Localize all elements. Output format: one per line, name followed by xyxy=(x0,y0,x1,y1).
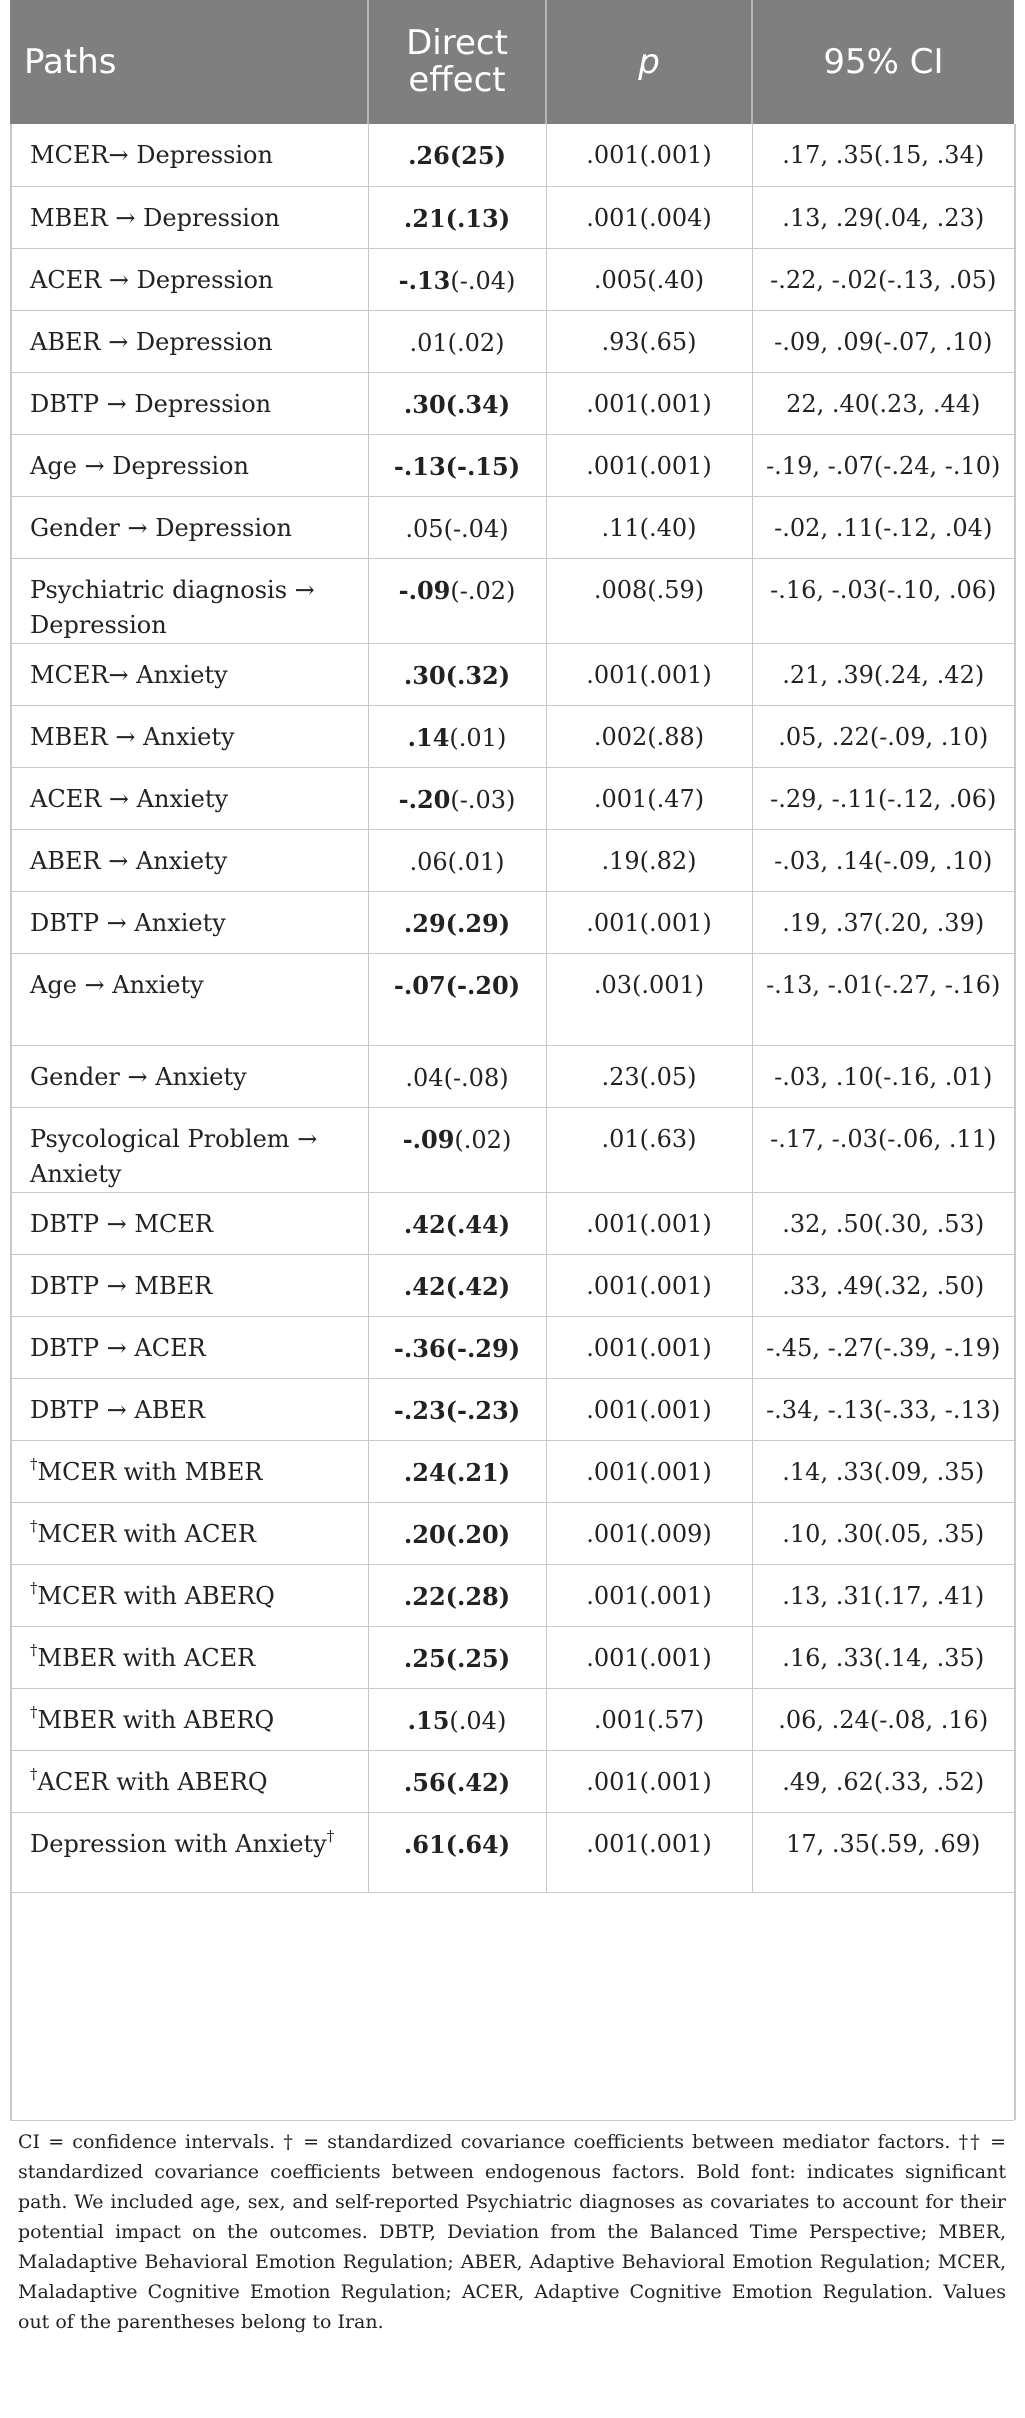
path-cell xyxy=(10,1502,368,1564)
effect-significant: -.13 xyxy=(398,265,451,295)
ci-cell: .13, .29(.04, .23) xyxy=(752,186,1014,248)
p-value-cell: .11(.40) xyxy=(546,496,752,558)
ci-cell: -.16, -.03(-.10, .06) xyxy=(752,558,1014,643)
table-row xyxy=(10,1378,1014,1440)
ci-cell: .49, .62(.33, .52) xyxy=(752,1750,1014,1812)
table-row xyxy=(10,434,1014,496)
table-row xyxy=(10,558,1014,643)
header-p: p xyxy=(546,0,752,124)
path-label: MCER with MBER xyxy=(37,1457,263,1486)
p-value-cell: .001(.57) xyxy=(546,1688,752,1750)
effect-significant: .14 xyxy=(407,722,450,752)
direct-effect-cell xyxy=(368,496,546,558)
path-label: MBER with ACER xyxy=(37,1643,256,1672)
effect-regular: (-.03) xyxy=(450,785,516,814)
table-row xyxy=(10,1564,1014,1626)
path-cell xyxy=(10,1316,368,1378)
direct-effect-cell xyxy=(368,705,546,767)
table-row xyxy=(10,1502,1014,1564)
footnote-text: CI = confidence intervals. † = standardized covariance coefficients between mediator factors. †† = standardized covariance coefficients between endogenous factors. Bold font: indicates significant path. We included age, sex, and self-reported Psychiatric diagnoses as covariates to account for their potential impact on the outcomes. DBTP, Deviation from the Balanced Time Perspective; MBER, Maladaptive Behavioral Emotion Regulation; ABER, Adaptive Behavioral Emotion Regulation; MCER, Maladaptive Cognitive Emotion Regulation; ACER, Adaptive Cognitive Emotion Regulation. Values out of the parentheses belong to Iran. xyxy=(18,2131,1006,2333)
path-label: ACER → Anxiety xyxy=(30,784,229,813)
ci-cell: .33, .49(.32, .50) xyxy=(752,1254,1014,1316)
p-value-cell: .001(.001) xyxy=(546,891,752,953)
ci-cell: .21, .39(.24, .42) xyxy=(752,643,1014,705)
path-cell xyxy=(10,186,368,248)
path-cell xyxy=(10,434,368,496)
path-cell xyxy=(10,496,368,558)
path-cell xyxy=(10,124,368,186)
direct-effect-cell xyxy=(368,1750,546,1812)
ci-cell: .32, .50(.30, .53) xyxy=(752,1192,1014,1254)
path-label: Gender → Anxiety xyxy=(30,1062,247,1091)
effect-significant: -.23(-.23) xyxy=(393,1395,521,1425)
path-cell xyxy=(10,1750,368,1812)
p-value-cell: .001(.009) xyxy=(546,1502,752,1564)
p-value-cell: .19(.82) xyxy=(546,829,752,891)
ci-cell: 17, .35(.59, .69) xyxy=(752,1812,1014,1892)
path-label: MCER with ACER xyxy=(37,1519,256,1548)
path-label: Psycological Problem → Anxiety xyxy=(30,1124,318,1188)
direct-effect-cell xyxy=(368,248,546,310)
path-label: ABER → Depression xyxy=(30,327,273,356)
ci-cell: -.02, .11(-.12, .04) xyxy=(752,496,1014,558)
effect-regular: .06(.01) xyxy=(409,847,505,876)
path-label: DBTP → Anxiety xyxy=(30,908,226,937)
ci-cell: .05, .22(-.09, .10) xyxy=(752,705,1014,767)
path-cell xyxy=(10,1564,368,1626)
path-cell xyxy=(10,643,368,705)
dagger-mark: † xyxy=(30,1516,38,1535)
direct-effect-cell xyxy=(368,434,546,496)
ci-cell: 22, .40(.23, .44) xyxy=(752,372,1014,434)
p-value-cell: .001(.001) xyxy=(546,1192,752,1254)
table-row xyxy=(10,1192,1014,1254)
path-label: ACER → Depression xyxy=(30,265,274,294)
table-row xyxy=(10,186,1014,248)
dagger-mark: † xyxy=(30,1640,38,1659)
direct-effect-cell xyxy=(368,1192,546,1254)
p-value-cell: .93(.65) xyxy=(546,310,752,372)
ci-cell: .10, .30(.05, .35) xyxy=(752,1502,1014,1564)
effect-significant: -.13(-.15) xyxy=(393,451,521,481)
path-cell xyxy=(10,310,368,372)
path-label: DBTP → ABER xyxy=(30,1395,205,1424)
direct-effect-cell xyxy=(368,1564,546,1626)
table-header-row xyxy=(10,0,1014,124)
effect-significant: .56(.42) xyxy=(403,1767,511,1797)
effect-significant: .20(.20) xyxy=(403,1519,511,1549)
path-label: Depression with Anxiety xyxy=(30,1829,327,1858)
dagger-mark: † xyxy=(30,1578,38,1597)
effect-regular: (.02) xyxy=(454,1125,512,1154)
path-cell xyxy=(10,705,368,767)
p-value-cell: .008(.59) xyxy=(546,558,752,643)
path-label: MCER→ Anxiety xyxy=(30,660,228,689)
p-value-cell: .001(.001) xyxy=(546,1440,752,1502)
direct-effect-cell xyxy=(368,891,546,953)
table-right-border xyxy=(1014,124,1016,2120)
path-cell xyxy=(10,558,368,643)
ci-cell: .06, .24(-.08, .16) xyxy=(752,1688,1014,1750)
path-cell xyxy=(10,829,368,891)
table-row xyxy=(10,1440,1014,1502)
path-label: DBTP → MBER xyxy=(30,1271,213,1300)
table-row xyxy=(10,953,1014,1045)
direct-effect-cell xyxy=(368,558,546,643)
path-label: DBTP → Depression xyxy=(30,389,272,418)
dagger-mark: † xyxy=(30,1702,38,1721)
table-row xyxy=(10,829,1014,891)
effect-regular: (.04) xyxy=(449,1706,507,1735)
effect-regular: .05(-.04) xyxy=(405,514,509,543)
header-paths: Paths xyxy=(10,0,368,124)
ci-cell: -.19, -.07(-.24, -.10) xyxy=(752,434,1014,496)
path-cell xyxy=(10,1626,368,1688)
direct-effect-cell xyxy=(368,1626,546,1688)
table-body xyxy=(10,124,1014,1892)
p-value-cell: .01(.63) xyxy=(546,1107,752,1192)
path-label: Psychiatric diagnosis → Depression xyxy=(30,575,315,639)
direct-effect-cell xyxy=(368,1688,546,1750)
direct-effect-cell xyxy=(368,643,546,705)
ci-cell: -.09, .09(-.07, .10) xyxy=(752,310,1014,372)
ci-cell: -.45, -.27(-.39, -.19) xyxy=(752,1316,1014,1378)
table-left-border xyxy=(10,124,12,2120)
path-cell xyxy=(10,1045,368,1107)
path-label: DBTP → MCER xyxy=(30,1209,213,1238)
path-label: MBER with ABERQ xyxy=(37,1705,275,1734)
p-value-cell: .001(.001) xyxy=(546,1254,752,1316)
effect-significant: .25(.25) xyxy=(403,1643,511,1673)
path-cell xyxy=(10,953,368,1045)
ci-cell: -.34, -.13(-.33, -.13) xyxy=(752,1378,1014,1440)
effect-significant: .15 xyxy=(407,1705,450,1735)
dagger-mark: † xyxy=(30,1764,38,1783)
direct-effect-cell xyxy=(368,829,546,891)
direct-effect-cell xyxy=(368,1107,546,1192)
path-cell xyxy=(10,1440,368,1502)
path-cell xyxy=(10,1378,368,1440)
effect-regular: .04(-.08) xyxy=(405,1063,509,1092)
direct-effect-cell xyxy=(368,767,546,829)
table-row xyxy=(10,1107,1014,1192)
effect-regular: (.01) xyxy=(449,723,507,752)
direct-effect-cell xyxy=(368,1316,546,1378)
path-label: MBER → Anxiety xyxy=(30,722,235,751)
ci-cell: .14, .33(.09, .35) xyxy=(752,1440,1014,1502)
path-label: Age → Depression xyxy=(30,451,249,480)
effect-significant: .22(.28) xyxy=(403,1581,511,1611)
results-table xyxy=(10,0,1014,1893)
table-row xyxy=(10,705,1014,767)
p-value-cell: .002(.88) xyxy=(546,705,752,767)
p-value-cell: .005(.40) xyxy=(546,248,752,310)
effect-significant: -.07(-.20) xyxy=(393,970,521,1000)
direct-effect-cell xyxy=(368,1254,546,1316)
effect-significant: .24(.21) xyxy=(403,1457,511,1487)
path-label: MBER → Depression xyxy=(30,203,280,232)
table-row xyxy=(10,1316,1014,1378)
p-value-cell: .001(.001) xyxy=(546,1316,752,1378)
dagger-mark: † xyxy=(30,1454,38,1473)
direct-effect-cell xyxy=(368,1378,546,1440)
path-label: Age → Anxiety xyxy=(30,970,204,999)
direct-effect-cell xyxy=(368,124,546,186)
effect-regular: (-.02) xyxy=(450,576,516,605)
effect-significant: .30(.34) xyxy=(403,389,511,419)
results-table-container xyxy=(10,0,1014,1893)
table-row xyxy=(10,1254,1014,1316)
path-cell xyxy=(10,248,368,310)
table-row xyxy=(10,767,1014,829)
table-footnote xyxy=(10,2120,1014,2337)
p-value-cell: .001(.47) xyxy=(546,767,752,829)
ci-cell: -.22, -.02(-.13, .05) xyxy=(752,248,1014,310)
p-value-cell: .001(.004) xyxy=(546,186,752,248)
p-value-cell: .001(.001) xyxy=(546,372,752,434)
effect-significant: -.36(-.29) xyxy=(393,1333,521,1363)
ci-cell: .19, .37(.20, .39) xyxy=(752,891,1014,953)
path-cell xyxy=(10,1254,368,1316)
path-cell xyxy=(10,891,368,953)
table-row xyxy=(10,1045,1014,1107)
table-row xyxy=(10,1688,1014,1750)
effect-significant: .42(.44) xyxy=(403,1209,511,1239)
path-label: DBTP → ACER xyxy=(30,1333,206,1362)
direct-effect-cell xyxy=(368,1812,546,1892)
ci-cell: .13, .31(.17, .41) xyxy=(752,1564,1014,1626)
path-cell xyxy=(10,1688,368,1750)
direct-effect-cell xyxy=(368,1502,546,1564)
direct-effect-cell xyxy=(368,372,546,434)
p-value-cell: .001(.001) xyxy=(546,1812,752,1892)
path-cell xyxy=(10,767,368,829)
effect-regular: .01(.02) xyxy=(409,328,505,357)
header-ci: 95% CI xyxy=(752,0,1014,124)
direct-effect-cell xyxy=(368,953,546,1045)
table-row xyxy=(10,372,1014,434)
effect-significant: -.20 xyxy=(398,784,451,814)
p-value-cell: .001(.001) xyxy=(546,124,752,186)
p-value-cell: .001(.001) xyxy=(546,1626,752,1688)
effect-significant: .26(25) xyxy=(408,141,506,170)
ci-cell: .17, .35(.15, .34) xyxy=(752,124,1014,186)
direct-effect-cell xyxy=(368,310,546,372)
p-value-cell: .23(.05) xyxy=(546,1045,752,1107)
ci-cell: .16, .33(.14, .35) xyxy=(752,1626,1014,1688)
effect-significant: .21(.13) xyxy=(403,203,511,233)
table-row xyxy=(10,310,1014,372)
direct-effect-cell xyxy=(368,1440,546,1502)
table-row xyxy=(10,496,1014,558)
ci-cell: -.13, -.01(-.27, -.16) xyxy=(752,953,1014,1045)
path-cell xyxy=(10,372,368,434)
path-label: ABER → Anxiety xyxy=(30,846,228,875)
direct-effect-cell xyxy=(368,186,546,248)
table-row xyxy=(10,1812,1014,1892)
direct-effect-cell xyxy=(368,1045,546,1107)
ci-cell: -.29, -.11(-.12, .06) xyxy=(752,767,1014,829)
effect-significant: .29(.29) xyxy=(403,908,511,938)
p-value-cell: .03(.001) xyxy=(546,953,752,1045)
p-value-cell: .001(.001) xyxy=(546,1750,752,1812)
table-row xyxy=(10,1750,1014,1812)
path-label: MCER with ABERQ xyxy=(37,1581,275,1610)
effect-significant: .42(.42) xyxy=(403,1271,511,1301)
path-cell xyxy=(10,1812,368,1892)
ci-cell: -.03, .10(-.16, .01) xyxy=(752,1045,1014,1107)
table-row xyxy=(10,248,1014,310)
path-label: Gender → Depression xyxy=(30,513,292,542)
path-label: MCER→ Depression xyxy=(30,141,273,169)
ci-cell: -.17, -.03(-.06, .11) xyxy=(752,1107,1014,1192)
dagger-mark: † xyxy=(326,1826,335,1845)
p-value-cell: .001(.001) xyxy=(546,434,752,496)
effect-significant: -.09 xyxy=(402,1124,455,1154)
header-direct-effect: Direct effect xyxy=(368,0,546,124)
effect-regular: (-.04) xyxy=(450,266,516,295)
path-cell xyxy=(10,1107,368,1192)
path-cell xyxy=(10,1192,368,1254)
table-row xyxy=(10,891,1014,953)
table-row xyxy=(10,1626,1014,1688)
effect-significant: .30(.32) xyxy=(403,660,511,690)
path-label: ACER with ABERQ xyxy=(37,1767,268,1796)
effect-significant: .61(.64) xyxy=(403,1829,511,1859)
p-value-cell: .001(.001) xyxy=(546,643,752,705)
effect-significant: -.09 xyxy=(398,575,451,605)
p-value-cell: .001(.001) xyxy=(546,1378,752,1440)
table-row xyxy=(10,124,1014,186)
p-value-cell: .001(.001) xyxy=(546,1564,752,1626)
table-row xyxy=(10,643,1014,705)
ci-cell: -.03, .14(-.09, .10) xyxy=(752,829,1014,891)
